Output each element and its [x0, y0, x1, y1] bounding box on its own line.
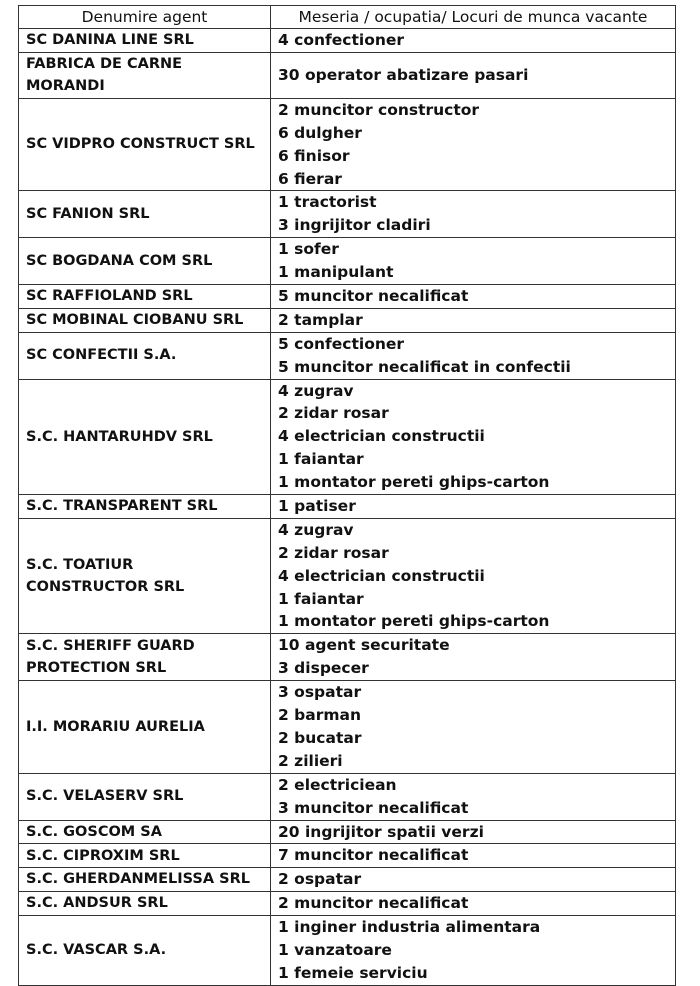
table-row — [19, 681, 676, 774]
agent-name-cell — [19, 820, 271, 844]
agent-name: S.C. ANDSUR SRL — [26, 895, 168, 912]
table-row — [19, 518, 676, 633]
job-entry: 4 electrician constructii — [278, 427, 485, 446]
job-entry: 3 ingrijitor cladiri — [278, 216, 431, 235]
job-entry: 4 zugrav — [278, 381, 354, 400]
table-row — [19, 892, 676, 916]
agent-name-cell — [19, 916, 271, 986]
jobs-cell — [271, 634, 676, 681]
jobs-cell — [271, 820, 676, 844]
job-entry: 7 muncitor necalificat — [278, 846, 469, 865]
job-entry: 4 electrician constructii — [278, 566, 485, 585]
agent-name: S.C. TRANSPARENT SRL — [26, 498, 218, 515]
job-entry: 5 muncitor necalificat — [278, 287, 469, 306]
agent-name: S.C. CIPROXIM SRL — [26, 847, 180, 864]
table-row — [19, 844, 676, 868]
job-entry: 1 tractorist — [278, 193, 377, 212]
agent-name: S.C. TOATIUR CONSTRUCTOR SRL — [26, 556, 185, 596]
job-entry: 30 operator abatizare pasari — [278, 65, 529, 84]
table-row — [19, 634, 676, 681]
agent-name: SC RAFFIOLAND SRL — [26, 288, 193, 305]
job-entry: 3 ospatar — [278, 683, 362, 702]
job-entry: 2 barman — [278, 706, 362, 725]
table-row — [19, 820, 676, 844]
table-row — [19, 332, 676, 379]
agent-name: S.C. SHERIFF GUARD PROTECTION SRL — [26, 637, 195, 677]
agent-name: SC DANINA LINE SRL — [26, 32, 194, 49]
agent-name-cell — [19, 285, 271, 309]
job-entry: 2 zidar rosar — [278, 404, 389, 423]
vacancies-table — [18, 5, 676, 986]
table-row — [19, 495, 676, 519]
job-entry: 5 muncitor necalificat in confectii — [278, 357, 571, 376]
job-entry: 3 dispecer — [278, 659, 369, 678]
job-entry: 6 finisor — [278, 146, 350, 165]
job-entry: 4 zugrav — [278, 520, 354, 539]
jobs-cell — [271, 773, 676, 820]
agent-name: S.C. VELASERV SRL — [26, 788, 184, 805]
jobs-cell — [271, 98, 676, 191]
table-row — [19, 916, 676, 986]
header-row — [19, 6, 676, 29]
agent-name: SC FANION SRL — [26, 206, 150, 223]
table-row — [19, 98, 676, 191]
agent-name-cell — [19, 29, 271, 53]
job-entry: 2 muncitor necalificat — [278, 894, 469, 913]
agent-name-cell — [19, 773, 271, 820]
agent-name-cell — [19, 379, 271, 494]
table-row — [19, 29, 676, 53]
job-entry: 1 faiantar — [278, 450, 364, 469]
table-row — [19, 868, 676, 892]
table-row — [19, 308, 676, 332]
agent-name-cell — [19, 308, 271, 332]
job-entry: 6 dulgher — [278, 123, 362, 142]
agent-name-cell — [19, 868, 271, 892]
job-entry: 20 ingrijitor spatii verzi — [278, 822, 484, 841]
agent-name: I.I. MORARIU AURELIA — [26, 718, 205, 735]
table-row — [19, 238, 676, 285]
job-entry: 1 faiantar — [278, 589, 364, 608]
table-body — [19, 29, 676, 986]
agent-name: SC MOBINAL CIOBANU SRL — [26, 312, 244, 329]
job-entry: 3 muncitor necalificat — [278, 798, 469, 817]
job-entry: 2 ospatar — [278, 870, 362, 889]
jobs-cell — [271, 868, 676, 892]
jobs-cell — [271, 238, 676, 285]
jobs-cell — [271, 332, 676, 379]
job-entry: 1 manipulant — [278, 263, 394, 282]
agent-name-cell — [19, 98, 271, 191]
job-entry: 1 inginer industria alimentara — [278, 918, 541, 937]
jobs-cell — [271, 916, 676, 986]
agent-name-cell — [19, 892, 271, 916]
agent-name: FABRICA DE CARNE MORANDI — [26, 55, 183, 95]
agent-name: SC BOGDANA COM SRL — [26, 252, 213, 269]
table-row — [19, 285, 676, 309]
job-entry: 1 vanzatoare — [278, 940, 392, 959]
job-entry: 2 electriciean — [278, 775, 397, 794]
jobs-cell — [271, 308, 676, 332]
job-entry: 2 tamplar — [278, 310, 363, 329]
jobs-cell — [271, 518, 676, 633]
agent-name-cell — [19, 191, 271, 238]
header-agent: Denumire agent — [19, 6, 271, 29]
agent-name: SC VIDPRO CONSTRUCT SRL — [26, 136, 255, 153]
table-row — [19, 379, 676, 494]
job-entry: 1 montator pereti ghips-carton — [278, 612, 550, 631]
agent-name-cell — [19, 518, 271, 633]
agent-name-cell — [19, 634, 271, 681]
jobs-cell — [271, 379, 676, 494]
table-row — [19, 773, 676, 820]
jobs-cell — [271, 191, 676, 238]
jobs-cell — [271, 285, 676, 309]
job-entry: 6 fierar — [278, 169, 342, 188]
agent-name: S.C. VASCAR S.A. — [26, 942, 167, 959]
agent-name-cell — [19, 495, 271, 519]
job-entry: 2 bucatar — [278, 728, 362, 747]
jobs-cell — [271, 29, 676, 53]
agent-name-cell — [19, 844, 271, 868]
job-entry: 2 zidar rosar — [278, 543, 389, 562]
agent-name-cell — [19, 52, 271, 98]
agent-name-cell — [19, 332, 271, 379]
table-row — [19, 191, 676, 238]
job-entry: 4 confectioner — [278, 31, 405, 49]
agent-name: S.C. HANTARUHDV SRL — [26, 428, 213, 445]
agent-name-cell — [19, 681, 271, 774]
job-entry: 5 confectioner — [278, 334, 405, 353]
job-entry: 2 muncitor constructor — [278, 100, 480, 119]
jobs-cell — [271, 892, 676, 916]
job-entry: 10 agent securitate — [278, 636, 450, 655]
jobs-cell — [271, 52, 676, 98]
job-entry: 1 sofer — [278, 240, 339, 259]
job-entry: 1 femeie serviciu — [278, 963, 428, 982]
agent-name: S.C. GOSCOM SA — [26, 823, 162, 840]
job-entry: 1 montator pereti ghips-carton — [278, 473, 550, 492]
agent-name-cell — [19, 238, 271, 285]
jobs-cell — [271, 681, 676, 774]
agent-name: SC CONFECTII S.A. — [26, 347, 177, 364]
table-row — [19, 52, 676, 98]
jobs-cell — [271, 495, 676, 519]
job-entry: 2 zilieri — [278, 751, 343, 770]
job-entry: 1 patiser — [278, 497, 356, 516]
header-jobs: Meseria / ocupatia/ Locuri de munca vacante — [271, 6, 676, 29]
agent-name: S.C. GHERDANMELISSA SRL — [26, 871, 250, 888]
jobs-cell — [271, 844, 676, 868]
